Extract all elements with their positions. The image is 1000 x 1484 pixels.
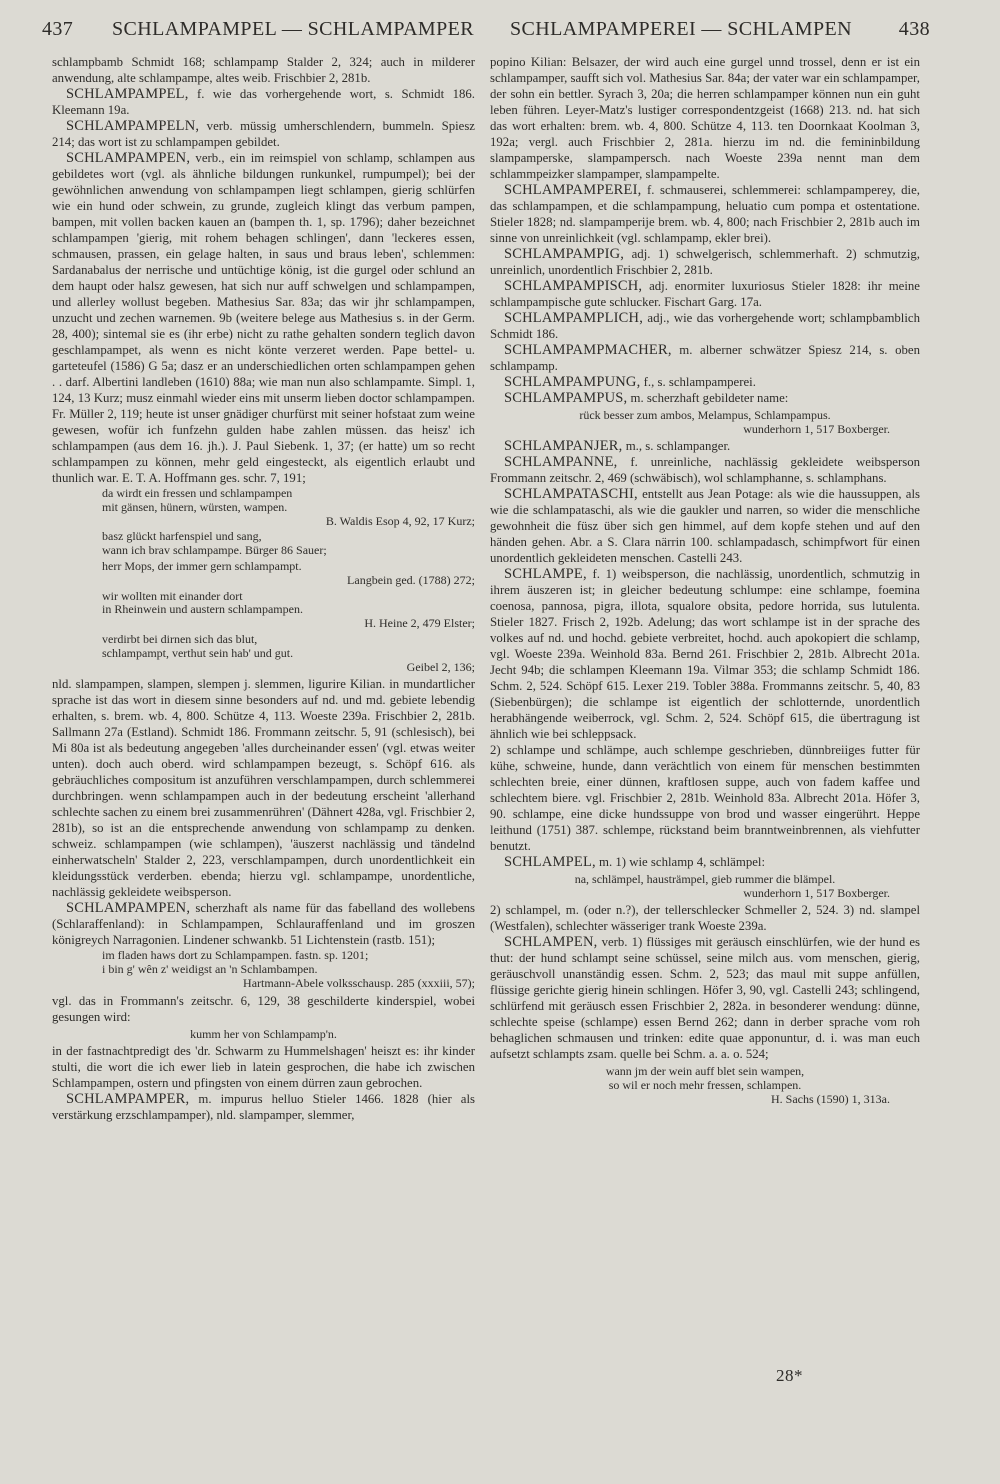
- entry-continuation: 2) schlampe und schlämpe, auch schlempe geschrieben, dünnbreiiges futter für kühe, schweine, hunde, dann verächtlich von einem für menschen bestimmten schlechten breie, einer dünnen, kraftlosen suppe, auch von fadem kaffee und schlechtem biere. vgl. Frischbier 2, 281b. Weinhold 83a. Albrecht 201a. Höfer 3, 90. schlampe, eine dicke hundssuppe von brod und wasser eingerührt. Heppe leithund (1751) 387. schlempe, rückstand beim branntweinbrennen, als viehfutter benutzt.: [490, 743, 920, 853]
- entry-text: adj. 1) schwelgerisch, schlemmerhaft. 2) schmutzig, unreinlich, unordentlich Frischbier 2, 281b.: [490, 247, 920, 277]
- dictionary-entry: [52, 118, 475, 150]
- entry-text: entstellt aus Jean Potage: als wie die haussuppen, als wie die schlampataschi, als wie die gaukler und narren, so wider die menschliche gewohnheit die füsz über sich gen himmel, auf dem kopfe stehen und auf den händen gehen. Abr. a S. Clara närrin 100. schlampadasch, schimpfwort für einen unordentlich gekleideten menschen. Castelli 243.: [490, 487, 920, 565]
- verse-line: in Rheinwein und austern schlampampen.: [102, 602, 303, 617]
- quotation-source: Langbein ged. (1788) 272;: [347, 572, 475, 587]
- entry-text: m. alberner schwätzer Spiesz 214, s. oben schlampamp.: [490, 343, 920, 373]
- verse-quotation: [52, 949, 475, 990]
- entry-continuation: vgl. das in Frommann's zeitschr. 6, 129, 38 geschilderte kinderspiel, wobei gesungen wird:: [52, 993, 475, 1024]
- entry-headword: SCHLAMPATASCHI,: [504, 486, 638, 502]
- verse-line: rück besser zum ambos, Melampus, Schlampampus.: [579, 408, 831, 422]
- verse-line: da wirdt ein fressen und schlampampen: [102, 486, 293, 500]
- dictionary-entry: [490, 454, 920, 486]
- verse-quotation: [52, 487, 475, 528]
- dictionary-entry: [490, 854, 920, 870]
- entry-text: f. wie das vorhergehende wort, s. Schmidt 186. Kleemann 19a.: [52, 87, 475, 117]
- entry-headword: SCHLAMPAMPEL,: [66, 86, 189, 102]
- verse-quotation: [52, 530, 475, 558]
- page-number-right: 438: [898, 18, 930, 40]
- entry-text: verb. 1) flüssiges mit geräusch einschlürfen, wie der hund es thut: der hund schlampt seine schüssel, seine milch aus. vom menschen, gierig, geräuschvoll unanständig essen. Schm. 2, 523; das maul mit suppe anfüllen, flüssige gerichte gierig hinein schlingen. Höfer 3, 90, vgl. Castelli 243; schlingend, schlürfend mit geräusch essen Frischbier 2, 282a. in besonderer wendung: dünne, schlechte speise (schlampe) essen Bernd 262; dann in derber sprache vom roh behaglichen schmausen und trinken: edite quae apponuntur, d. i. was man euch aufsetzt schlampts zsam. quelle bei Schm. a. a. o. 524;: [490, 935, 920, 1061]
- dictionary-entry: [490, 310, 920, 342]
- entry-text: f. unreinliche, nachlässig gekleidete weibsperson Frommann zeitschr. 2, 469 (schwäbisch), wol schlamphanne, s. schlamphans.: [490, 455, 920, 485]
- entry-headword: SCHLAMPAMPELN,: [66, 118, 200, 134]
- entry-headword: SCHLAMPEL,: [504, 854, 596, 870]
- quotation-source: Geibel 2, 136;: [406, 659, 475, 674]
- entry-headword: SCHLAMPAMPEN,: [66, 900, 191, 917]
- verse-line: basz glückt harfenspiel und sang,: [102, 529, 262, 544]
- entry-headword: SCHLAMPAMPISCH,: [504, 278, 643, 294]
- running-head-left: [42, 18, 474, 48]
- verse-quotation: [52, 1027, 475, 1041]
- entry-continuation: popino Kilian: Belsazer, der wird auch eine gurgel unnd trossel, denn er ist ein schlampamper, saufft sich vol. Mathesius Sar. 84a; der vater war ein schlampamper, der sohn ein bettler. Syrach 3, 20a; die herren schlampamper können nun ein guht leben führen. Leyer-Matz's lustiger correspondentzgeist (1668) 213. nd. hat sich das wort erhalten: brem. wb. 4, 800. Schütze 4, 113. ten Doornkaat Koolman 3, 192a; vergl. auch Frischbier 2, 281a. hierzu im nd. die femininbildung slampamperske, slampampersch. nach Woeste 239a nennt man dem schlammpeizker slampamper, slampampelte.: [490, 55, 920, 181]
- verse-quotation: [490, 1064, 920, 1106]
- dictionary-entry: [490, 438, 920, 454]
- entry-headword: SCHLAMPAMPER,: [66, 1090, 190, 1107]
- entry-text: m. impurus helluo Stieler 1466. 1828 (hier als verstärkung erzschlampamper), nld. slampamper, slemmer,: [52, 1091, 475, 1122]
- dictionary-entry: [490, 566, 920, 742]
- entry-continuation: schlampbamb Schmidt 168; schlampamp Stalder 2, 324; auch in milderer anwendung, alte schlampampe, altes weib. Frischbier 2, 281b.: [52, 55, 475, 85]
- running-head-right-title: SCHLAMPAMPEREI — SCHLAMPEN: [510, 18, 852, 40]
- dictionary-entry: [490, 374, 920, 390]
- quotation-source: wunderhorn 1, 517 Boxberger.: [743, 422, 890, 436]
- dictionary-entry: [490, 246, 920, 278]
- verse-quotation: [52, 590, 475, 631]
- entry-headword: SCHLAMPAMPUS,: [504, 390, 628, 406]
- entry-text: f., s. schlampamperei.: [640, 375, 756, 389]
- entry-continuation: in der fastnachtpredigt des 'dr. Schwarm zu Hummelshagen' heiszt es: ihr kinder stulti, die wort die ich ewer lieb in latein gesprochen, die habe ich zwischen Schlampampen, ostern und pfingsten von einem dürren zaun gebrochen.: [52, 1043, 475, 1090]
- dictionary-entry: [490, 278, 920, 310]
- dictionary-entry: [52, 150, 475, 486]
- page-number-left: 437: [42, 18, 74, 40]
- left-text-column: [52, 54, 475, 1123]
- quotation-source: H. Heine 2, 479 Elster;: [364, 616, 475, 631]
- entry-headword: SCHLAMPAMPMACHER,: [504, 342, 672, 358]
- entry-text: adj. enormiter luxuriosus Stieler 1828: ihr meine schlampampische gute schlucker. Fischart Garg. 17a.: [490, 279, 920, 309]
- entry-headword: SCHLAMPANJER,: [504, 438, 623, 454]
- quotation-source: B. Waldis Esop 4, 92, 17 Kurz;: [325, 513, 475, 528]
- verse-line: herr Mops, der immer gern schlampampt.: [102, 558, 302, 573]
- dictionary-entry: [490, 390, 920, 406]
- running-head-left-title: SCHLAMPAMPEL — SCHLAMPAMPER: [111, 18, 474, 40]
- quotation-source: H. Sachs (1590) 1, 313a.: [771, 1092, 890, 1106]
- entry-headword: SCHLAMPE,: [504, 566, 587, 582]
- running-head-right: [510, 18, 930, 48]
- entry-headword: SCHLAMPAMPEREI,: [504, 182, 642, 198]
- entry-headword: SCHLAMPAMPLICH,: [504, 310, 644, 326]
- dictionary-entry: [52, 900, 475, 948]
- entry-text: scherzhaft als name für das fabelland des wollebens (Schlaraffenland): in Schlampampen, Schlauraffenland und im groszen königreych Narragonien. Lindener schwankb. 51 Lichtenstein (rastb. 151);: [52, 901, 475, 948]
- entry-text: f. 1) weibsperson, die nachlässig, unordentlich, schmutzig in ihrem äuszeren ist; in gleicher bedeutung schlumpe: eine schlampe, foemina coenosa, pannosa, pigra, illota, squalore obsita, pedore horrida, sus lutulenta. Stieler 1827. Frisch 2, 192b. Adelung; das wort schlampe ist in der sprache des volkes auf nd. und hochd. gebiete verbreitet, hochd. auch apokopiert die schlamp, vgl. Woeste 239a. Weinhold 83a. Bernd 261. Frischbier 2, 281b. Albrecht 201a. Jecht 94b; die schlampen Kleemann 19a. Vilmar 353; die schlamp Schmidt 186. Schm. 2, 524. Schöpf 615. Lexer 219. Tobler 388a. Frommanns zeitschr. 5, 40, 83 (Siebenbürgen); die schlampe ist eigentlich der schlotternde, unordentlich herabhängende weiberrock, vgl. Schm. 2, 524. Schöpf 615, die übertragung ist ähnlich wie bei schleppsack.: [490, 567, 920, 741]
- dictionary-entry: [490, 934, 920, 1062]
- dictionary-entry: [490, 342, 920, 374]
- verse-line: wann ich brav schlampampe. Bürger 86 Sauer;: [102, 543, 327, 558]
- entry-headword: SCHLAMPANNE,: [504, 454, 618, 470]
- entry-text: verb., ein im reimspiel von schlamp, schlampen aus gebildetes wort (vgl. als ähnliche bildungen runkunkel, rumpumpel); bei der gewöhnlichen anwendung von schlampampen liegt schlampen, gierig schlürfen wie ein hund oder schwein, zu grunde, zugleich klingt das verbum pampen, bampen, mit vollen backen kauen an (bampen th. 1, sp. 1796); daher bezeichnet schlampampen 'gierig, mit rohem behagen schlingen', dann 'leckeres essen, schmausen, prassen, ein gelage halten, in saus und braus leben', schlemmen: Sardanabalus der nerrische und untüchtige könig, ist die gurgel oder schlund an dem haupt oder halsz gewesen, hat sich nur auff schwelgen und schlampampen, und allerley wollust begeben. Mathesius Sar. 83a; das wir jhr schlampampen, unzucht und zechen warnemen. 9b (weitere belege aus Mathesius s. in der Germ. 28, 400); sintemal sie es (ihr erbe) nicht zu rathe gehalten sondern teglich davon geschlampampet, als wenn es nicht könte verzeret werden. Pape bettel- u. garteteufel (1586) G 5a; dasz er an underschiedlichen orten schlampampen gehen . . darf. Albertini landleben (1610) 88a; wie man nun also schlampamte. Simpl. 1, 124, 13 Kurz; musz einmahl wieder eins mit unserm lieben doctor schlampampen. Fr. Müller 2, 119; heute ist unser gnädiger churfürst mit seiner hofstaat zum weine gewesen, wofür ich funfzehn gulden habe zahlen müssen. das heisz' ich schlampampen (aus dem 16. jh.). J. Paul Siebenk. 1, 37; (er hatte) um so recht schlampampen zu können, mehr geld eingesteckt, als eigentlich erlaubt und thunlich war. E. T. A. Hoffmann ges. schr. 7, 191;: [52, 151, 475, 485]
- right-text-column: [490, 54, 920, 1108]
- verse-quotation: [490, 408, 920, 436]
- verse-line: na, schlämpel, hausträmpel, gieb rummer die blämpel.: [574, 872, 836, 886]
- entry-text: m. 1) wie schlamp 4, schlämpel:: [595, 855, 766, 869]
- verse-line: so wil er noch mehr fressen, schlampen.: [608, 1078, 802, 1092]
- verse-line: wir wollten mit einander dort: [102, 588, 243, 603]
- quotation-source: wunderhorn 1, 517 Boxberger.: [743, 886, 890, 900]
- entry-text: f. schmauserei, schlemmerei: schlampamperey, die, das schlampampen, et die schlampampung, heluatio cum pompa et ostentatione. Stieler 1828; nd. slampamperije brem. wb. 4, 800; nach Frischbier 2, 281b auch im sinne von unreinlichkeit (vgl. schlampamp, ekler brei).: [490, 183, 920, 245]
- entry-text: m., s. schlampanger.: [622, 439, 731, 453]
- entry-headword: SCHLAMPAMPIG,: [504, 246, 625, 262]
- verse-line: i bin g' wên z' weidigst an 'n Schlambampen.: [102, 962, 318, 977]
- verse-line: mit gänsen, hünern, würsten, wampen.: [102, 499, 288, 514]
- dictionary-entry: [490, 182, 920, 246]
- entry-continuation: nld. slampampen, slampen, slempen j. slemmen, ligurire Kilian. in mundartlicher sprache ist das wort in diesem sinne besonders auf nd. und md. gebiete lebendig erhalten, s. brem. wb. 4, 800. Schütze 4, 113. Woeste 239a. Frischbier 2, 281b. Sallmann 27a (Estland). Schmidt 186. Frommann zeitschr. 5, 91 (schlesisch), bei Mi 80a ist als bedeutung angegeben 'alles durcheinander essen' (vgl. etwas weiter unten). doch auch oberd. wird schlampampen bezeugt, s. Schöpf 616. als gebräuchliches compositum ist anzuführen verschlampampen, durch schlemmerei durchbringen. wenn schlampampen auch in der bedeutung erscheint 'allerhand schlechte sachen zu einem brei zusammenrühren' (Dähnert 428a, vgl. Frischbier 2, 281b), so ist an die entsprechende anwendung von schlampamp zu denken. schweiz. schlampampen (wie schlampen), 'äuszerst nachlässig und tändelnd einherwatscheln' Stalder 2, 223, verschlampampen, durch unordentlichkeit ein kleidungsstück verderben. ebenda; hierzu vgl. schlampampe, unordentliche, nachlässig gekleidete weibsperson.: [52, 677, 475, 900]
- entry-text: adj., wie das vorhergehende wort; schlampbamblich Schmidt 186.: [490, 311, 920, 341]
- entry-text: verb. müssig umherschlendern, bummeln. Spiesz 214; das wort ist zu schlampampen gebildet.: [52, 119, 475, 149]
- dictionary-entry: [490, 486, 920, 566]
- entry-continuation: 2) schlampel, m. (oder n.?), der tellerschlecker Schmeller 2, 524. 3) nd. slampel (Westfalen), schlechter wässeriger trank Woeste 239a.: [490, 903, 920, 933]
- dictionary-entry: [52, 86, 475, 118]
- verse-line: kumm her von Schlampamp'n.: [190, 1026, 337, 1041]
- verse-line: im fladen haws dort zu Schlampampen. fastn. sp. 1201;: [102, 948, 369, 963]
- entry-text: m. scherzhaft gebildeter name:: [627, 391, 789, 405]
- verse-line: wann jm der wein auff blet sein wampen,: [605, 1064, 805, 1078]
- dictionary-entry: [52, 1091, 475, 1123]
- entry-headword: SCHLAMPEN,: [504, 934, 598, 950]
- entry-headword: SCHLAMPAMPUNG,: [504, 374, 641, 390]
- verse-line: verdirbt bei dirnen sich das blut,: [102, 631, 258, 646]
- verse-quotation: [52, 560, 475, 588]
- signature-mark: 28*: [776, 1366, 803, 1385]
- verse-line: schlampampt, verthut sein hab' und gut.: [102, 645, 294, 660]
- verse-quotation: [490, 872, 920, 900]
- entry-headword: SCHLAMPAMPEN,: [66, 150, 191, 166]
- verse-quotation: [52, 633, 475, 674]
- quotation-source: Hartmann-Abele volksschausp. 285 (xxxiii, 57);: [243, 975, 475, 990]
